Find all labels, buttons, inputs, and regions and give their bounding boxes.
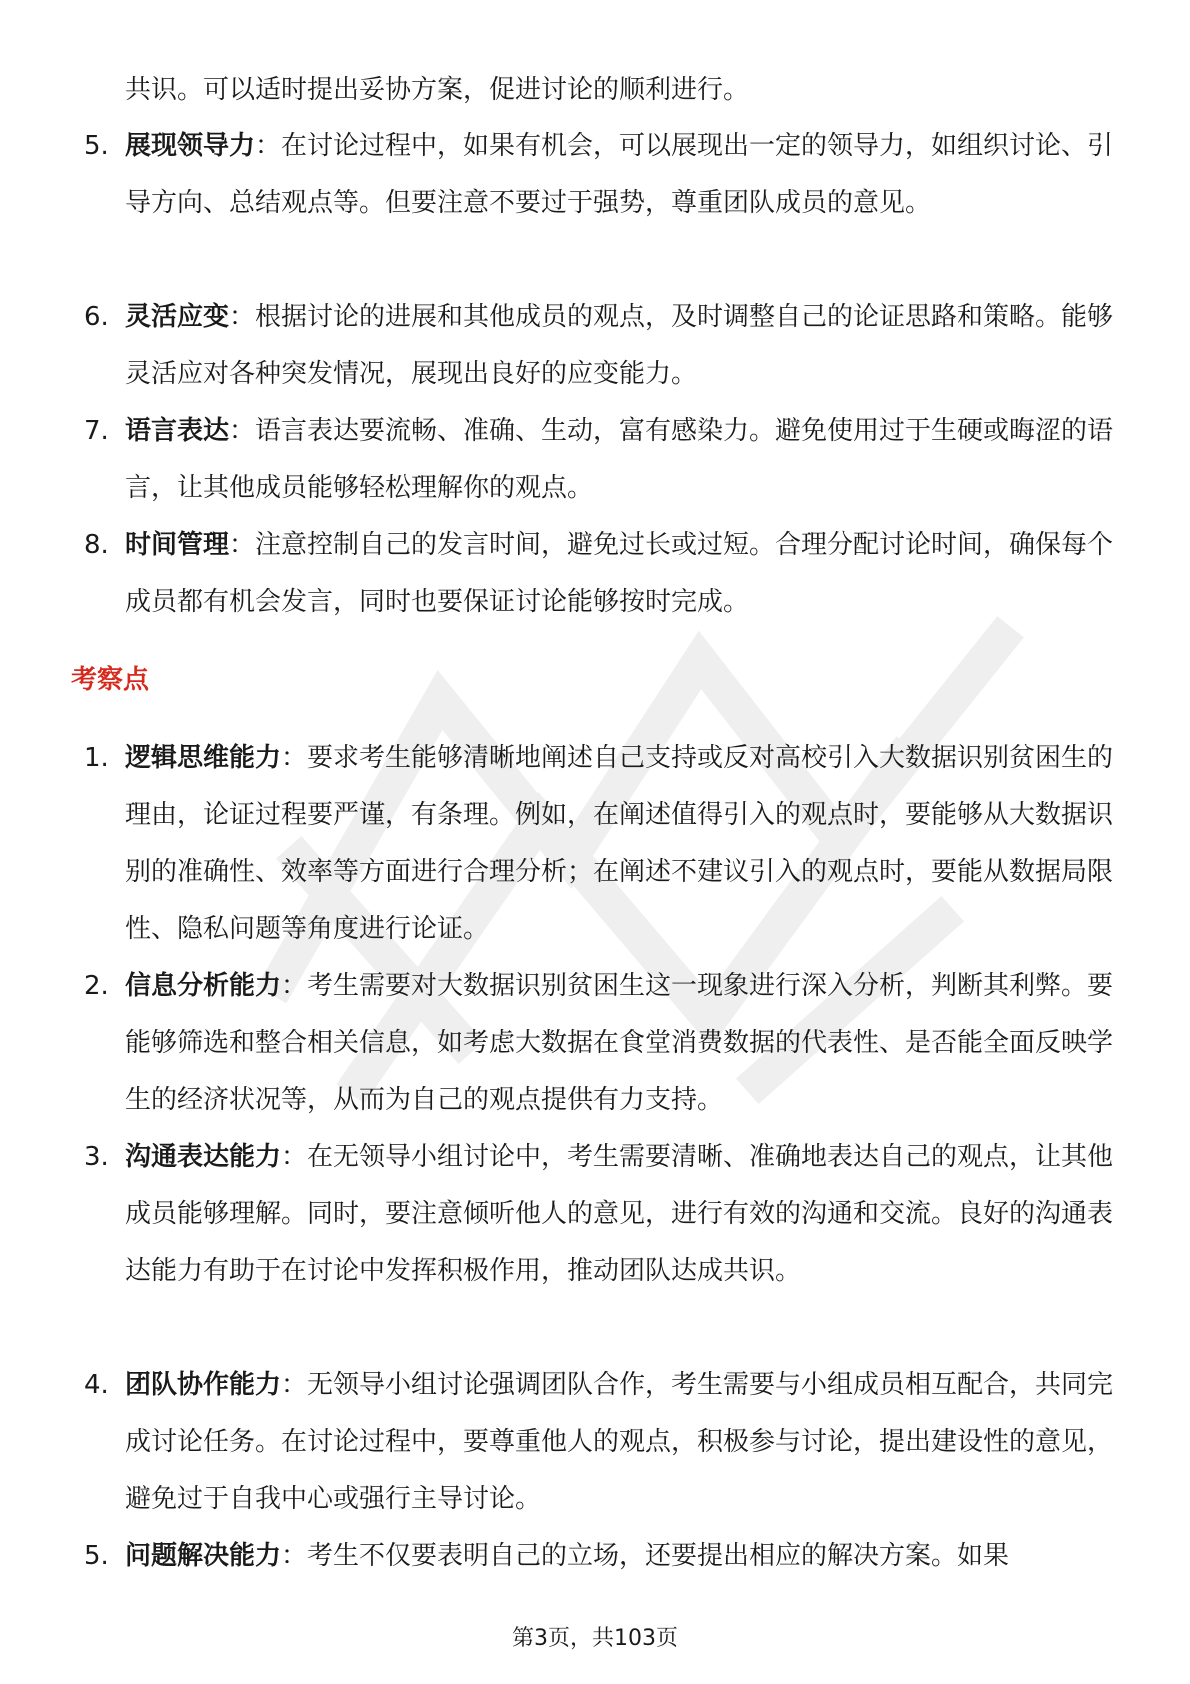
item-keyword: 问题解决能力	[125, 1541, 282, 1571]
item-number: 2.	[84, 971, 109, 1001]
assessment-points-list	[0, 730, 1190, 1585]
item-separator: ：	[255, 131, 282, 161]
item-separator: ：	[229, 416, 256, 446]
item-separator: ：	[229, 530, 256, 560]
item-number: 4.	[84, 1370, 109, 1400]
item-keyword: 逻辑思维能力	[125, 743, 282, 773]
item-keyword: 展现领导力	[125, 131, 256, 161]
item-keyword: 信息分析能力	[125, 971, 282, 1001]
item-number: 8.	[84, 530, 109, 560]
item-separator: ：	[281, 1142, 308, 1172]
page-footer: 第3页，共103页	[512, 1626, 678, 1651]
item-text: 语言表达要流畅、准确、生动，富有感染力。避免使用过于生硬或晦涩的语言，让其他成员能够轻松理解你的观点。	[125, 416, 1114, 503]
item-separator: ：	[281, 1541, 308, 1571]
item-separator: ：	[281, 971, 308, 1001]
list-item	[0, 1129, 1115, 1357]
item-separator: ：	[281, 1370, 308, 1400]
list-item	[0, 118, 1115, 289]
item-keyword: 团队协作能力	[125, 1370, 282, 1400]
item-number: 5.	[84, 131, 109, 161]
section-heading: 考察点	[71, 665, 150, 695]
list-item	[0, 403, 1115, 517]
item-text: 在无领导小组讨论中，考生需要清晰、准确地表达自己的观点，让其他成员能够理解。同时，要注意倾听他人的意见，进行有效的沟通和交流。良好的沟通表达能力有助于在讨论中发挥积极作用，推动团队达成共识。	[125, 1142, 1114, 1286]
item-separator: ：	[281, 743, 308, 773]
item-keyword: 时间管理	[125, 530, 230, 560]
item-text: 注意控制自己的发言时间，避免过长或过短。合理分配讨论时间，确保每个成员都有机会发言，同时也要保证讨论能够按时完成。	[125, 530, 1114, 617]
list-item	[0, 517, 1115, 631]
item-number: 3.	[84, 1142, 109, 1172]
item-keyword: 语言表达	[125, 416, 230, 446]
list-item	[0, 1528, 1115, 1585]
continuation-paragraph: 共识。可以适时提出妥协方案，促进讨论的顺利进行。	[125, 75, 750, 105]
item-text: 在讨论过程中，如果有机会，可以展现出一定的领导力，如组织讨论、引导方向、总结观点等。但要注意不要过于强势，尊重团队成员的意见。	[125, 131, 1114, 218]
item-keyword: 沟通表达能力	[125, 1142, 282, 1172]
item-text: 根据讨论的进展和其他成员的观点，及时调整自己的论证思路和策略。能够灵活应对各种突发情况，展现出良好的应变能力。	[125, 302, 1114, 389]
tips-list	[0, 118, 1190, 631]
item-text: 考生不仅要表明自己的立场，还要提出相应的解决方案。如果	[307, 1541, 1010, 1571]
item-number: 1.	[84, 743, 109, 773]
list-item	[0, 958, 1115, 1129]
list-item	[0, 289, 1115, 403]
item-number: 7.	[84, 416, 109, 446]
item-text: 考生需要对大数据识别贫困生这一现象进行深入分析，判断其利弊。要能够筛选和整合相关信息，如考虑大数据在食堂消费数据的代表性、是否能全面反映学生的经济状况等，从而为自己的观点提供有力支持。	[125, 971, 1114, 1115]
item-text: 无领导小组讨论强调团队合作，考生需要与小组成员相互配合，共同完成讨论任务。在讨论过程中，要尊重他人的观点，积极参与讨论，提出建设性的意见，避免过于自我中心或强行主导讨论。	[125, 1370, 1114, 1514]
item-number: 6.	[84, 302, 109, 332]
item-keyword: 灵活应变	[125, 302, 230, 332]
list-item	[0, 1357, 1115, 1528]
item-separator: ：	[229, 302, 256, 332]
list-item	[0, 730, 1115, 958]
item-text: 要求考生能够清晰地阐述自己支持或反对高校引入大数据识别贫困生的理由，论证过程要严谨，有条理。例如，在阐述值得引入的观点时，要能够从大数据识别的准确性、效率等方面进行合理分析；在阐述不建议引入的观点时，要能从数据局限性、隐私问题等角度进行论证。	[125, 743, 1114, 944]
item-number: 5.	[84, 1541, 109, 1571]
